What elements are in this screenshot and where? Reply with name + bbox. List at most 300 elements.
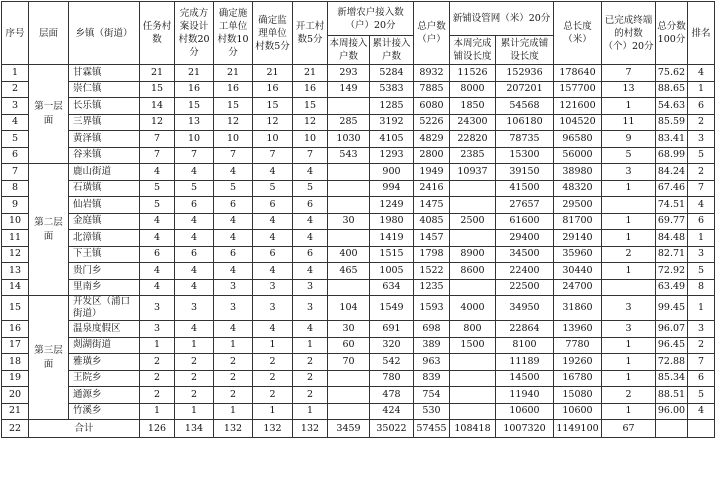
cell-pipe-week: 11526 xyxy=(450,65,496,82)
table-row xyxy=(2,81,715,98)
cell-hh-week xyxy=(328,387,370,404)
total-score xyxy=(656,420,688,438)
cell-design: 21 xyxy=(175,65,214,82)
cell-task: 3 xyxy=(140,321,175,338)
cell-length: 157700 xyxy=(554,81,602,98)
cell-score: 84.48 xyxy=(656,230,688,247)
cell-town: 北漳镇 xyxy=(69,230,140,247)
cell-rank: 7 xyxy=(688,354,715,371)
cell-hh-total: 542 xyxy=(370,354,414,371)
cell-done: 1 xyxy=(602,403,656,420)
header-done-villages: 已完成终端的村数（个）20分 xyxy=(602,2,656,65)
cell-supervise: 1 xyxy=(253,403,293,420)
cell-pipe-week xyxy=(450,197,496,214)
cell-supervise: 4 xyxy=(253,321,293,338)
table-row xyxy=(2,337,715,354)
cell-start: 2 xyxy=(293,354,328,371)
cell-hh-total: 1980 xyxy=(370,213,414,230)
cell-hh-total: 424 xyxy=(370,403,414,420)
cell-start: 4 xyxy=(293,164,328,181)
cell-design: 4 xyxy=(175,321,214,338)
cell-supervise: 12 xyxy=(253,114,293,131)
cell-town: 崇仁镇 xyxy=(69,81,140,98)
table-row xyxy=(2,114,715,131)
cell-supervise: 6 xyxy=(253,197,293,214)
cell-unit: 2 xyxy=(214,354,253,371)
cell-hh-week xyxy=(328,279,370,296)
cell-pipe-week: 2385 xyxy=(450,147,496,164)
cell-hh-week: 400 xyxy=(328,246,370,263)
total-done: 67 xyxy=(602,420,656,438)
cell-town: 黄泽镇 xyxy=(69,131,140,148)
cell-rank: 4 xyxy=(688,403,715,420)
cell-length: 10600 xyxy=(554,403,602,420)
cell-supervise: 3 xyxy=(253,296,293,321)
cell-hh-week: 30 xyxy=(328,213,370,230)
cell-hh-week xyxy=(328,98,370,115)
cell-seq: 8 xyxy=(2,180,29,197)
table-row xyxy=(2,246,715,263)
cell-rank: 3 xyxy=(688,321,715,338)
cell-seq: 2 xyxy=(2,81,29,98)
cell-town: 三界镇 xyxy=(69,114,140,131)
cell-total-hh: 754 xyxy=(414,387,450,404)
total-design: 134 xyxy=(175,420,214,438)
cell-rank: 1 xyxy=(688,296,715,321)
cell-seq: 6 xyxy=(2,147,29,164)
cell-score: 67.46 xyxy=(656,180,688,197)
header-town: 乡镇（街道） xyxy=(69,2,140,65)
cell-hh-total: 1419 xyxy=(370,230,414,247)
cell-total-hh: 1798 xyxy=(414,246,450,263)
cell-seq: 16 xyxy=(2,321,29,338)
cell-town: 石璜镇 xyxy=(69,180,140,197)
cell-town: 下王镇 xyxy=(69,246,140,263)
cell-total-hh: 963 xyxy=(414,354,450,371)
table-row xyxy=(2,279,715,296)
total-label: 合计 xyxy=(29,420,140,438)
cell-rank: 6 xyxy=(688,213,715,230)
cell-task: 5 xyxy=(140,197,175,214)
cell-rank: 6 xyxy=(688,370,715,387)
cell-pipe-total: 78735 xyxy=(496,131,554,148)
cell-unit: 2 xyxy=(214,387,253,404)
cell-unit: 4 xyxy=(214,263,253,280)
cell-unit: 1 xyxy=(214,403,253,420)
cell-task: 2 xyxy=(140,354,175,371)
cell-done: 13 xyxy=(602,81,656,98)
cell-rank: 4 xyxy=(688,197,715,214)
total-row xyxy=(2,420,715,438)
cell-pipe-total: 14500 xyxy=(496,370,554,387)
cell-total-hh: 839 xyxy=(414,370,450,387)
cell-total-hh: 389 xyxy=(414,337,450,354)
cell-length: 29500 xyxy=(554,197,602,214)
cell-task: 2 xyxy=(140,387,175,404)
cell-design: 3 xyxy=(175,296,214,321)
cell-pipe-week xyxy=(450,180,496,197)
cell-hh-week xyxy=(328,230,370,247)
cell-done: 1 xyxy=(602,180,656,197)
table-row xyxy=(2,197,715,214)
cell-start: 4 xyxy=(293,230,328,247)
cell-hh-total: 4105 xyxy=(370,131,414,148)
cell-pipe-total: 15300 xyxy=(496,147,554,164)
cell-unit: 3 xyxy=(214,279,253,296)
cell-hh-total: 1293 xyxy=(370,147,414,164)
cell-total-hh: 4829 xyxy=(414,131,450,148)
cell-done: 1 xyxy=(602,213,656,230)
cell-town: 长乐镇 xyxy=(69,98,140,115)
cell-rank: 5 xyxy=(688,387,715,404)
total-rank xyxy=(688,420,715,438)
cell-pipe-total: 10600 xyxy=(496,403,554,420)
cell-rank: 5 xyxy=(688,263,715,280)
cell-pipe-week: 22820 xyxy=(450,131,496,148)
cell-total-hh: 530 xyxy=(414,403,450,420)
total-pipe-week: 108418 xyxy=(450,420,496,438)
cell-pipe-total: 34500 xyxy=(496,246,554,263)
header-supervise: 确定监理单位村数5分 xyxy=(253,2,293,65)
header-total-households: 总户数（户） xyxy=(414,2,450,65)
cell-total-hh: 2416 xyxy=(414,180,450,197)
cell-length: 121600 xyxy=(554,98,602,115)
header-pipe-total: 累计完成铺设长度 xyxy=(496,36,554,65)
cell-design: 4 xyxy=(175,230,214,247)
table-row xyxy=(2,164,715,181)
cell-hh-week: 465 xyxy=(328,263,370,280)
cell-unit: 3 xyxy=(214,296,253,321)
layer-cell: 第一层面 xyxy=(29,65,69,164)
cell-length: 178640 xyxy=(554,65,602,82)
cell-unit: 10 xyxy=(214,131,253,148)
cell-seq: 14 xyxy=(2,279,29,296)
cell-task: 3 xyxy=(140,296,175,321)
total-total-hh: 57455 xyxy=(414,420,450,438)
table-row xyxy=(2,98,715,115)
cell-pipe-week xyxy=(450,403,496,420)
cell-start: 1 xyxy=(293,337,328,354)
cell-score: 75.62 xyxy=(656,65,688,82)
cell-length: 16780 xyxy=(554,370,602,387)
cell-unit: 4 xyxy=(214,321,253,338)
cell-supervise: 1 xyxy=(253,337,293,354)
cell-supervise: 2 xyxy=(253,387,293,404)
cell-pipe-total: 29400 xyxy=(496,230,554,247)
cell-pipe-total: 8100 xyxy=(496,337,554,354)
cell-length: 31860 xyxy=(554,296,602,321)
cell-pipe-week: 1850 xyxy=(450,98,496,115)
cell-length: 56000 xyxy=(554,147,602,164)
cell-design: 4 xyxy=(175,279,214,296)
cell-design: 5 xyxy=(175,180,214,197)
cell-design: 4 xyxy=(175,164,214,181)
cell-hh-total: 1249 xyxy=(370,197,414,214)
cell-rank: 6 xyxy=(688,98,715,115)
cell-seq: 18 xyxy=(2,354,29,371)
cell-pipe-total: 11940 xyxy=(496,387,554,404)
cell-design: 2 xyxy=(175,387,214,404)
cell-seq: 21 xyxy=(2,403,29,420)
cell-rank: 1 xyxy=(688,230,715,247)
cell-design: 1 xyxy=(175,403,214,420)
table-row xyxy=(2,230,715,247)
cell-rank: 4 xyxy=(688,65,715,82)
total-task: 126 xyxy=(140,420,175,438)
cell-total-hh: 698 xyxy=(414,321,450,338)
cell-done: 7 xyxy=(602,65,656,82)
cell-pipe-week: 8600 xyxy=(450,263,496,280)
cell-design: 2 xyxy=(175,370,214,387)
cell-start: 3 xyxy=(293,279,328,296)
cell-supervise: 10 xyxy=(253,131,293,148)
cell-task: 6 xyxy=(140,246,175,263)
cell-supervise: 2 xyxy=(253,354,293,371)
cell-pipe-week xyxy=(450,354,496,371)
cell-town: 鹿山街道 xyxy=(69,164,140,181)
cell-start: 12 xyxy=(293,114,328,131)
header-household-total: 累计接入户数 xyxy=(370,36,414,65)
cell-design: 16 xyxy=(175,81,214,98)
cell-hh-week: 285 xyxy=(328,114,370,131)
table-row xyxy=(2,180,715,197)
cell-seq: 1 xyxy=(2,65,29,82)
cell-pipe-week: 1500 xyxy=(450,337,496,354)
cell-start: 4 xyxy=(293,213,328,230)
cell-task: 14 xyxy=(140,98,175,115)
table-header xyxy=(2,2,715,65)
cell-task: 1 xyxy=(140,403,175,420)
cell-done xyxy=(602,197,656,214)
cell-design: 6 xyxy=(175,197,214,214)
cell-length: 104520 xyxy=(554,114,602,131)
cell-hh-total: 691 xyxy=(370,321,414,338)
cell-start: 15 xyxy=(293,98,328,115)
cell-seq: 5 xyxy=(2,131,29,148)
cell-pipe-week xyxy=(450,230,496,247)
cell-hh-total: 3192 xyxy=(370,114,414,131)
cell-rank: 2 xyxy=(688,337,715,354)
cell-supervise: 6 xyxy=(253,246,293,263)
cell-hh-week: 149 xyxy=(328,81,370,98)
cell-pipe-week: 8900 xyxy=(450,246,496,263)
cell-pipe-total: 39150 xyxy=(496,164,554,181)
cell-hh-total: 900 xyxy=(370,164,414,181)
cell-hh-total: 994 xyxy=(370,180,414,197)
cell-task: 21 xyxy=(140,65,175,82)
cell-hh-total: 1285 xyxy=(370,98,414,115)
cell-supervise: 7 xyxy=(253,147,293,164)
cell-design: 15 xyxy=(175,98,214,115)
cell-pipe-total: 106180 xyxy=(496,114,554,131)
table-row xyxy=(2,321,715,338)
total-hh-total: 35022 xyxy=(370,420,414,438)
header-pipe-group: 新铺设管网（米）20分 xyxy=(450,2,554,36)
cell-hh-total: 1549 xyxy=(370,296,414,321)
cell-start: 21 xyxy=(293,65,328,82)
cell-start: 5 xyxy=(293,180,328,197)
cell-seq: 10 xyxy=(2,213,29,230)
cell-design: 1 xyxy=(175,337,214,354)
cell-done: 1 xyxy=(602,354,656,371)
cell-supervise: 5 xyxy=(253,180,293,197)
cell-hh-week xyxy=(328,370,370,387)
cell-pipe-week xyxy=(450,370,496,387)
cell-rank: 3 xyxy=(688,246,715,263)
cell-hh-week xyxy=(328,180,370,197)
cell-pipe-total: 22864 xyxy=(496,321,554,338)
cell-task: 1 xyxy=(140,337,175,354)
cell-unit: 5 xyxy=(214,180,253,197)
cell-hh-total: 780 xyxy=(370,370,414,387)
cell-hh-week: 1030 xyxy=(328,131,370,148)
cell-start: 2 xyxy=(293,387,328,404)
cell-pipe-total: 34950 xyxy=(496,296,554,321)
cell-seq: 11 xyxy=(2,230,29,247)
cell-length: 15080 xyxy=(554,387,602,404)
table-row xyxy=(2,296,715,321)
cell-score: 83.41 xyxy=(656,131,688,148)
cell-length: 13960 xyxy=(554,321,602,338)
cell-score: 96.45 xyxy=(656,337,688,354)
cell-total-hh: 1522 xyxy=(414,263,450,280)
header-design: 完成方案设计村数20分 xyxy=(175,2,214,65)
cell-pipe-week: 800 xyxy=(450,321,496,338)
cell-seq: 3 xyxy=(2,98,29,115)
cell-length: 35960 xyxy=(554,246,602,263)
cell-seq: 15 xyxy=(2,296,29,321)
cell-town: 温泉度假区 xyxy=(69,321,140,338)
total-length: 1149100 xyxy=(554,420,602,438)
cell-hh-week: 104 xyxy=(328,296,370,321)
header-household-group: 新增农户接入数（户）20分 xyxy=(328,2,414,36)
cell-total-hh: 1593 xyxy=(414,296,450,321)
cell-task: 12 xyxy=(140,114,175,131)
cell-unit: 4 xyxy=(214,164,253,181)
cell-supervise: 4 xyxy=(253,263,293,280)
layer-cell: 第三层面 xyxy=(29,296,69,420)
cell-rank: 7 xyxy=(688,180,715,197)
cell-seq: 17 xyxy=(2,337,29,354)
cell-total-hh: 5226 xyxy=(414,114,450,131)
cell-hh-week: 60 xyxy=(328,337,370,354)
cell-town: 贵门乡 xyxy=(69,263,140,280)
cell-seq: 20 xyxy=(2,387,29,404)
cell-design: 4 xyxy=(175,263,214,280)
cell-length: 30440 xyxy=(554,263,602,280)
table-row xyxy=(2,65,715,82)
cell-town: 雅璜乡 xyxy=(69,354,140,371)
cell-design: 7 xyxy=(175,147,214,164)
cell-pipe-week xyxy=(450,387,496,404)
cell-supervise: 15 xyxy=(253,98,293,115)
cell-seq: 19 xyxy=(2,370,29,387)
cell-supervise: 4 xyxy=(253,213,293,230)
cell-total-hh: 7885 xyxy=(414,81,450,98)
cell-done: 3 xyxy=(602,164,656,181)
cell-done: 2 xyxy=(602,246,656,263)
cell-length: 48320 xyxy=(554,180,602,197)
cell-done: 3 xyxy=(602,321,656,338)
cell-design: 10 xyxy=(175,131,214,148)
cell-seq: 4 xyxy=(2,114,29,131)
cell-score: 99.45 xyxy=(656,296,688,321)
cell-score: 85.34 xyxy=(656,370,688,387)
cell-total-hh: 1457 xyxy=(414,230,450,247)
cell-length: 7780 xyxy=(554,337,602,354)
cell-start: 6 xyxy=(293,197,328,214)
cell-town: 仙岩镇 xyxy=(69,197,140,214)
total-supervise: 132 xyxy=(253,420,293,438)
cell-length: 81700 xyxy=(554,213,602,230)
cell-done: 1 xyxy=(602,98,656,115)
cell-supervise: 4 xyxy=(253,164,293,181)
cell-town: 竹溪乡 xyxy=(69,403,140,420)
header-score: 总分数100分 xyxy=(656,2,688,65)
cell-hh-total: 1515 xyxy=(370,246,414,263)
cell-unit: 2 xyxy=(214,370,253,387)
cell-done: 1 xyxy=(602,263,656,280)
cell-length: 19260 xyxy=(554,354,602,371)
cell-hh-total: 634 xyxy=(370,279,414,296)
cell-unit: 16 xyxy=(214,81,253,98)
cell-total-hh: 2800 xyxy=(414,147,450,164)
cell-length: 24700 xyxy=(554,279,602,296)
header-start: 开工村数5分 xyxy=(293,2,328,65)
total-start: 132 xyxy=(293,420,328,438)
cell-done: 1 xyxy=(602,370,656,387)
table-row xyxy=(2,213,715,230)
cell-pipe-week: 10937 xyxy=(450,164,496,181)
cell-pipe-total: 207201 xyxy=(496,81,554,98)
table-row xyxy=(2,354,715,371)
cell-unit: 7 xyxy=(214,147,253,164)
table-row xyxy=(2,387,715,404)
cell-hh-week: 30 xyxy=(328,321,370,338)
cell-supervise: 21 xyxy=(253,65,293,82)
cell-task: 4 xyxy=(140,230,175,247)
cell-start: 4 xyxy=(293,321,328,338)
cell-hh-week xyxy=(328,403,370,420)
table-row xyxy=(2,403,715,420)
cell-pipe-total: 11189 xyxy=(496,354,554,371)
cell-hh-total: 1005 xyxy=(370,263,414,280)
cell-total-hh: 8932 xyxy=(414,65,450,82)
cell-score: 88.51 xyxy=(656,387,688,404)
cell-task: 4 xyxy=(140,213,175,230)
cell-score: 88.65 xyxy=(656,81,688,98)
cell-unit: 4 xyxy=(214,213,253,230)
cell-done: 1 xyxy=(602,337,656,354)
cell-unit: 6 xyxy=(214,197,253,214)
cell-done xyxy=(602,279,656,296)
cell-score: 85.59 xyxy=(656,114,688,131)
total-hh-week: 3459 xyxy=(328,420,370,438)
cell-town: 甘霖镇 xyxy=(69,65,140,82)
cell-done: 3 xyxy=(602,296,656,321)
cell-seq: 9 xyxy=(2,197,29,214)
header-task: 任务村数 xyxy=(140,2,175,65)
table-body xyxy=(2,65,715,438)
cell-pipe-total: 54568 xyxy=(496,98,554,115)
cell-task: 2 xyxy=(140,370,175,387)
cell-pipe-total: 152936 xyxy=(496,65,554,82)
table-row xyxy=(2,147,715,164)
cell-pipe-week: 8000 xyxy=(450,81,496,98)
cell-length: 38980 xyxy=(554,164,602,181)
cell-rank: 3 xyxy=(688,131,715,148)
total-unit: 132 xyxy=(214,420,253,438)
